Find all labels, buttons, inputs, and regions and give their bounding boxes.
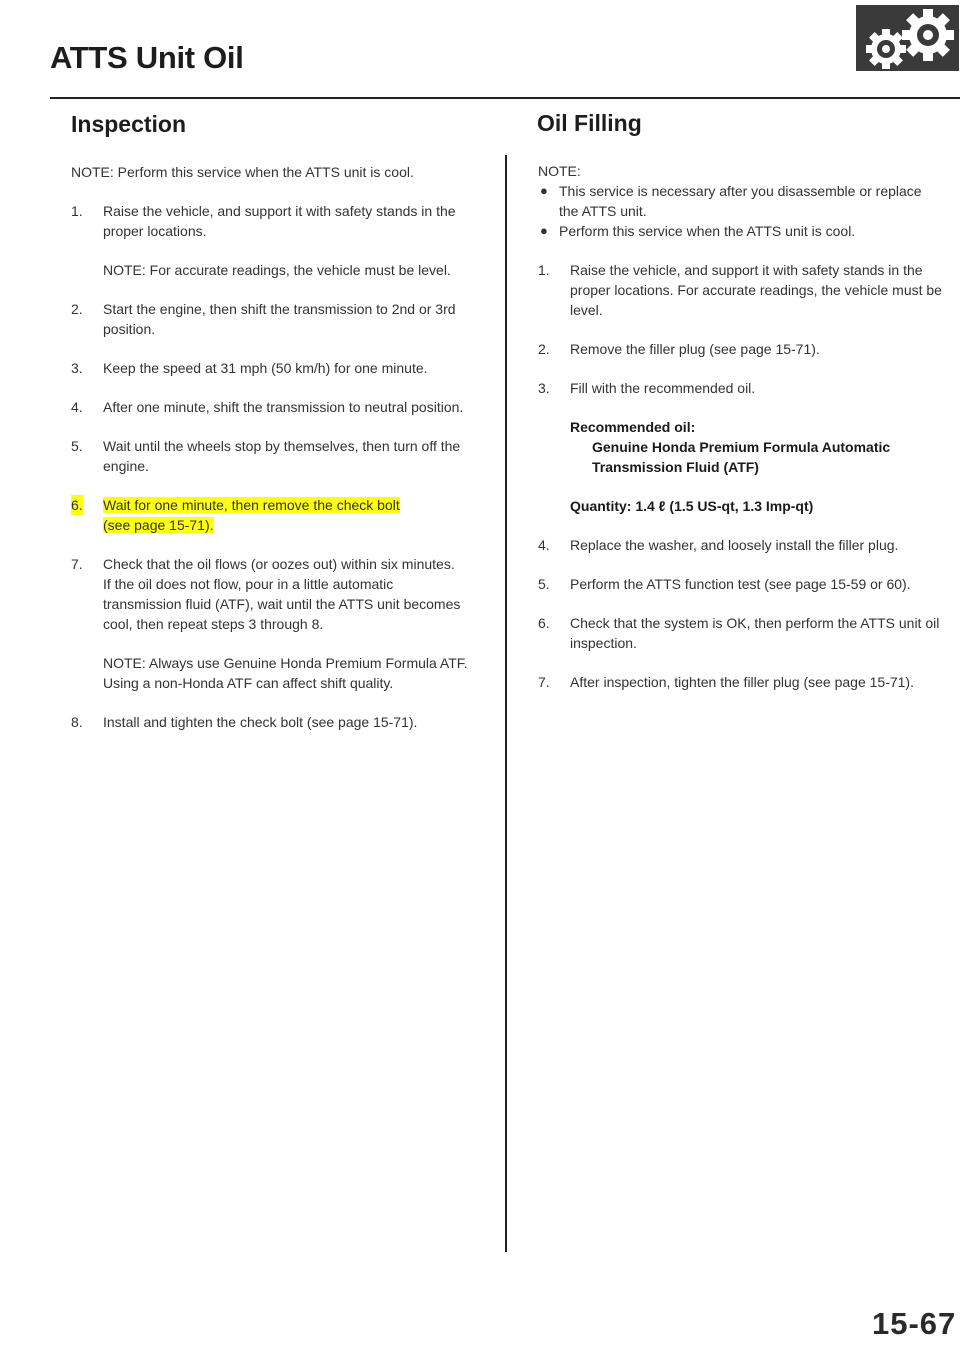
inspection-step-2 — [71, 299, 475, 339]
step-number: 4. — [71, 399, 83, 415]
bullet-text: This service is necessary after you disassemble or replace the ATTS unit. — [559, 183, 922, 219]
step-text: After one minute, shift the transmission to neutral position. — [103, 399, 464, 415]
step-text-continued: If the oil does not flow, pour in a little automatic transmission fluid (ATF), wait until the ATTS unit becomes cool, then repeat steps 3 through 8. — [103, 576, 461, 632]
oil-filling-step-4 — [538, 535, 943, 555]
step-number: 3. — [538, 380, 550, 396]
gears-icon — [856, 5, 959, 71]
inspection-column — [71, 162, 475, 732]
highlighted-text: (see page 15-71). — [103, 517, 214, 533]
step-number: 2. — [71, 301, 83, 317]
step-number: 3. — [71, 360, 83, 376]
recommended-oil-label: Recommended oil: — [570, 419, 696, 435]
oil-filling-step-2 — [538, 339, 943, 359]
step-text: Wait until the wheels stop by themselves, then turn off the engine. — [103, 438, 461, 474]
step-text: After inspection, tighten the filler plug (see page 15-71). — [570, 674, 914, 690]
column-divider — [505, 155, 507, 1252]
step-number: 6. — [71, 497, 83, 513]
step-text: Replace the washer, and loosely install the filler plug. — [570, 537, 899, 553]
inspection-step-8 — [71, 712, 475, 732]
oil-filling-step-6 — [538, 613, 943, 653]
step-note: NOTE: Always use Genuine Honda Premium Formula ATF. Using a non-Honda ATF can affect shift quality. — [103, 655, 468, 691]
step-text: Fill with the recommended oil. — [570, 380, 756, 396]
oil-filling-heading: Oil Filling — [537, 110, 642, 136]
step-text: Install and tighten the check bolt (see page 15-71). — [103, 714, 418, 730]
step-text: Start the engine, then shift the transmission to 2nd or 3rd position. — [103, 301, 456, 337]
step-note: NOTE: For accurate readings, the vehicle must be level. — [103, 262, 451, 278]
inspection-step-1 — [71, 201, 475, 280]
step-text: Raise the vehicle, and support it with safety stands in the proper locations. — [103, 203, 456, 239]
step-number: 1. — [71, 203, 83, 219]
step-text: Perform the ATTS function test (see page 15-59 or 60). — [570, 576, 911, 592]
step-text: Remove the filler plug (see page 15-71). — [570, 341, 820, 357]
oil-filling-step-7 — [538, 672, 943, 692]
oil-quantity: Quantity: 1.4 ℓ (1.5 US-qt, 1.3 Imp-qt) — [570, 498, 814, 514]
page-number: 15-67 — [872, 1306, 957, 1341]
inspection-heading: Inspection — [71, 111, 187, 137]
bullet-icon: ● — [540, 183, 548, 198]
inspection-step-5 — [71, 436, 475, 476]
inspection-step-3 — [71, 358, 475, 378]
bullet-text: Perform this service when the ATTS unit is cool. — [559, 223, 856, 239]
inspection-step-6-highlighted — [71, 495, 475, 535]
note-bullet — [538, 181, 943, 221]
bullet-icon: ● — [540, 223, 548, 238]
inspection-step-7 — [71, 554, 475, 693]
inspection-step-4 — [71, 397, 475, 417]
oil-filling-column — [538, 161, 943, 692]
step-number: 7. — [71, 556, 83, 572]
step-text: Check that the system is OK, then perform the ATTS unit oil inspection. — [570, 615, 940, 651]
step-number: 5. — [71, 438, 83, 454]
step-number: 7. — [538, 674, 550, 690]
step-text: Raise the vehicle, and support it with safety stands in the proper locations. For accurate readings, the vehicle must be level. — [570, 262, 942, 318]
step-text: Check that the oil flows (or oozes out) within six minutes. — [103, 556, 455, 572]
step-number: 8. — [71, 714, 83, 730]
step-number: 2. — [538, 341, 550, 357]
step-number: 4. — [538, 537, 550, 553]
step-number: 5. — [538, 576, 550, 592]
page-title: ATTS Unit Oil — [50, 40, 244, 75]
oil-filling-step-1 — [538, 260, 943, 320]
highlighted-text: Wait for one minute, then remove the check bolt — [103, 497, 400, 513]
note-bullet — [538, 221, 943, 241]
inspection-note: NOTE: Perform this service when the ATTS unit is cool. — [71, 164, 414, 180]
title-rule — [50, 97, 960, 99]
oil-filling-step-5 — [538, 574, 943, 594]
recommended-oil-value: Genuine Honda Premium Formula Automatic Transmission Fluid (ATF) — [592, 439, 891, 475]
oil-filling-note-label: NOTE: — [538, 163, 581, 179]
step-number: 6. — [538, 615, 550, 631]
step-number: 1. — [538, 262, 550, 278]
step-text: Keep the speed at 31 mph (50 km/h) for one minute. — [103, 360, 428, 376]
oil-filling-step-3 — [538, 378, 943, 516]
